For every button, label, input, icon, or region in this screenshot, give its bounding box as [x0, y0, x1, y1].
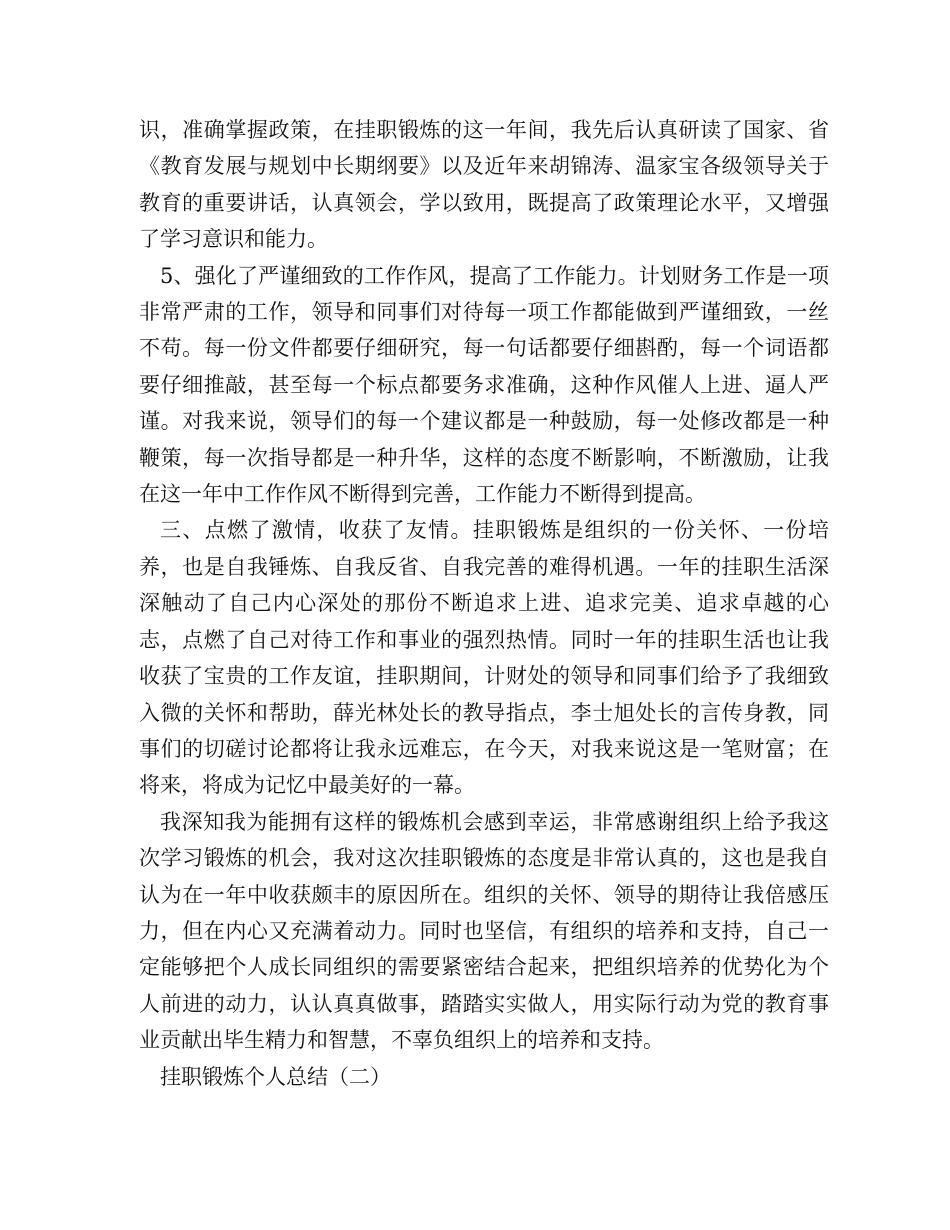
section-heading-summary-two: 挂职锻炼个人总结（二）	[160, 1064, 391, 1089]
paragraph-work-style: 5、强化了严谨细致的工作作风，提高了工作能力。计划财务工作是一项非常严肃的工作，领导和同事们对待每一项工作都能做到严谨细致，一丝不苟。每一份文件都要仔细研究，每一句话都要仔细斟酌，每一个词语都要仔细推敲，甚至每一个标点都要务求准确，这种作风催人上进、逼人严谨。对我来说，领导们的每一个建议都是一种鼓励，每一处修改都是一种鞭策，每一次指导都是一种升华，这样的态度不断影响，不断激励，让我在这一年中工作作风不断得到完善，工作能力不断得到提高。	[139, 263, 829, 507]
paragraph-passion-friendship: 三、点燃了激情，收获了友情。挂职锻炼是组织的一份关怀、一份培养，也是自我锤炼、自我反省、自我完善的难得机遇。一年的挂职生活深深触动了自己内心深处的那份不断追求上进、追求完美、追求卓越的心志，点燃了自己对待工作和事业的强烈热情。同时一年的挂职生活也让我收获了宝贵的工作友谊，挂职期间，计财处的领导和同事们给予了我细致入微的关怀和帮助，薛光林处长的教导指点，李士旭处长的言传身教，同事们的切磋讨论都将让我永远难忘，在今天，对我来说这是一笔财富；在将来，将成为记忆中最美好的一幕。	[139, 518, 829, 798]
paragraph-gratitude: 我深知我为能拥有这样的锻炼机会感到幸运，非常感谢组织上给予我这次学习锻炼的机会，我对这次挂职锻炼的态度是非常认真的，这也是我自认为在一年中收获颇丰的原因所在。组织的关怀、领导的期待让我倍感压力，但在内心又充满着动力。同时也坚信，有组织的培养和支持，自己一定能够把个人成长同组织的需要紧密结合起来，把组织培养的优势化为个人前进的动力，认认真真做事，踏踏实实做人，用实际行动为党的教育事业贡献出毕生精力和智慧，不辜负组织上的培养和支持。	[139, 809, 829, 1053]
paragraph-continued-text: 识，准确掌握政策，在挂职锻炼的这一年间，我先后认真研读了国家、省《教育发展与规划中长期纲要》以及近年来胡锦涛、温家宝各级领导关于教育的重要讲话，认真领会，学以致用，既提高了政策理论水平，又增强了学习意识和能力。	[139, 118, 829, 252]
document-body	[139, 112, 829, 1095]
